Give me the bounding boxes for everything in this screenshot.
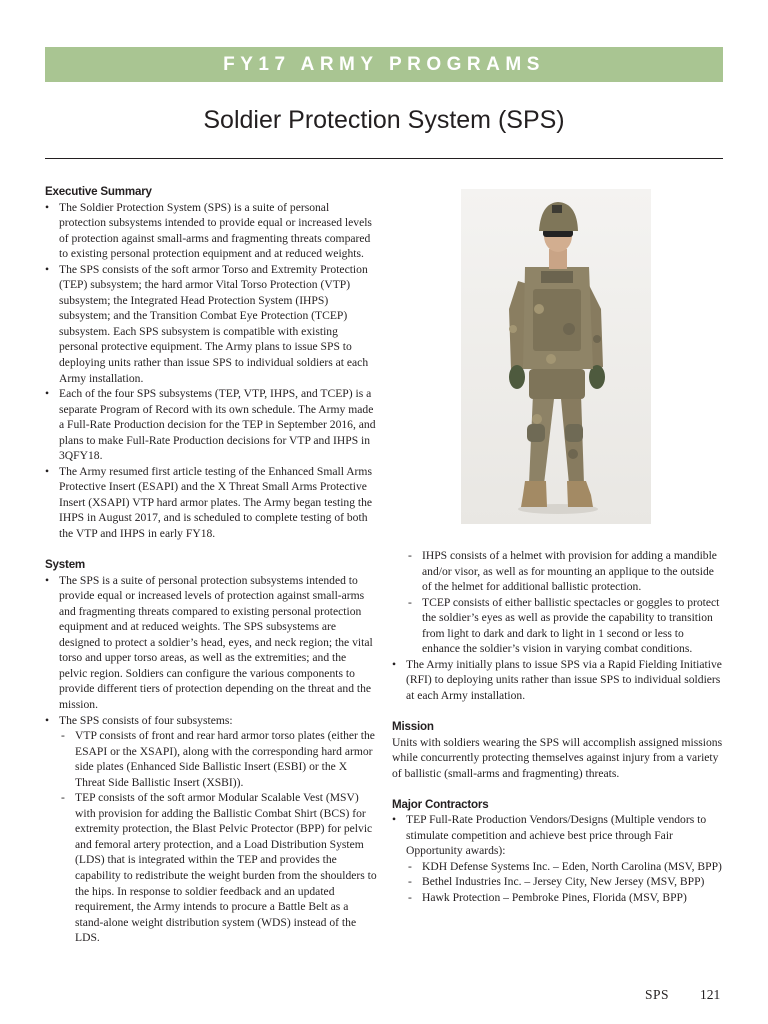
vendor-list [406,859,724,906]
contractors-intro: TEP Full-Rate Production Vendors/Designs (Multiple vendors to stimulate competition and achieve best price through Fair Opportunity awards): [406,813,707,858]
list-item [45,713,377,946]
left-column [45,184,377,946]
list-item: - VTP consists of front and rear hard armor torso plates (either the ESAPI or the XSAPI), along with the corresponding hard armor side plates (Enhanced Side Ballistic Insert (ESBI) or the X Threat Side Ballistic Insert (XSBI)). [59,728,377,790]
page-title: Soldier Protection System (SPS) [203,106,565,134]
executive-summary-list [45,200,377,542]
mission-text: Units with soldiers wearing the SPS will accomplish assigned missions while concurrently protecting themselves against injury from a variety of ballistic (small-arms and fragmenting) threats. [392,735,723,780]
list-item: - IHPS consists of a helmet with provision for adding a mandible and/or visor, as well as for mounting an applique to the outside of the helmet for additional ballistic protection. [406,548,724,595]
list-item: - Hawk Protection – Pembroke Pines, Florida (MSV, BPP) [406,890,724,906]
contractors-list [392,812,724,905]
program-banner: FY17 ARMY PROGRAMS [45,47,723,82]
subsystem-list [59,728,377,946]
title-divider [45,158,723,159]
list-item: - TEP consists of the soft armor Modular Scalable Vest (MSV) with provision for adding the Ballistic Combat Shirt (BCS) for extremity protection, the Blast Pelvic Protector (BPP) for pelvic and femoral artery protection, and a Load Distribution System (LDS) that is integrated within the TEP and provides the capability to redistribute the weight burden from the shoulders to the hips. In response to soldier feedback and an updated requirement, the Army intends to procure a Battle Belt as a stand-alone weight distribution system (WDS) instead of the LDS. [59,790,377,945]
system-list [45,573,377,946]
executive-summary-heading: Executive Summary [45,185,152,198]
list-item: • The Army initially plans to issue SPS via a Rapid Fielding Initiative (RFI) to deploying units rather than issue SPS to individual soldiers at each Army installation. [392,657,724,704]
subsystem-list-continued [406,548,724,657]
major-contractors-section [392,797,724,906]
soldier-photo [461,189,651,524]
list-item: • The Soldier Protection System (SPS) is a suite of personal protection subsystems intended to provide equal or increased levels of protection against small-arms and fragmenting threats compared to existing personal protection equipment and at reduced weights. [45,200,377,262]
list-item: • The SPS is a suite of personal protection subsystems intended to provide equal or increased levels of protection against small-arms and fragmenting threats compared to existing personal protection equipment and at reduced weights. The SPS subsystems are designed to protect a soldier’s head, eyes, and neck region; the vital torso and upper torso areas, as well as the extremities; and the pelvic region. Soldiers can configure the various components to provide different tiers of protection depending on the threat and the mission. [45,573,377,713]
system-continued [392,548,724,703]
list-item: - TCEP consists of either ballistic spectacles or goggles to protect the soldier’s eyes as well as provide the capability to transition from light to dark and dark to light in 1 second or less to enhance the soldier’s vision in varying combat conditions. [406,595,724,657]
subsystems-intro: The SPS consists of four subsystems: [59,713,233,727]
system-heading: System [45,558,86,572]
list-item: - Bethel Industries Inc. – Jersey City, New Jersey (MSV, BPP) [406,874,724,890]
major-contractors-heading: Major Contractors [392,797,489,811]
list-item: • Each of the four SPS subsystems (TEP, VTP, IHPS, and TCEP) is a separate Program of Record with its own schedule. The Army made a Full-Rate Production decision for the TEP in September 2016, and plans to make Full-Rate Production decisions for VTP and IHPS in 3QFY18. [45,386,377,464]
system-list-continued [392,657,724,704]
mission-section [392,719,724,781]
footer-section-label: SPS [645,987,670,1002]
right-column [392,548,724,905]
list-item: • The Army resumed first article testing of the Enhanced Small Arms Protective Insert (ESAPI) and the X Threat Small Arms Protective Insert (XSAPI) VTP hard armor plates. The Army began testing the IHPS in August 2017, and is scheduled to complete testing of both the VTP and IHPS in early FY18. [45,464,377,542]
mission-heading: Mission [392,719,434,733]
list-item [392,812,724,905]
soldier-figure-icon [461,189,651,524]
system-section [45,557,377,946]
page-number: 121 [700,987,721,1002]
list-item: - KDH Defense Systems Inc. – Eden, North Carolina (MSV, BPP) [406,859,724,875]
list-item: • The SPS consists of the soft armor Torso and Extremity Protection (TEP) subsystem; the hard armor Vital Torso Protection (VTP) subsystem; the Integrated Head Protection System (IHPS) subsystem; and the Transition Combat Eye Protection (TCEP) subsystem. Each SPS subsystem is compatible with existing personal protective equipment. The Army plans to issue SPS to deploying units rather than issue SPS to individual soldiers at each Army installation. [45,262,377,386]
executive-summary-section [45,184,377,542]
